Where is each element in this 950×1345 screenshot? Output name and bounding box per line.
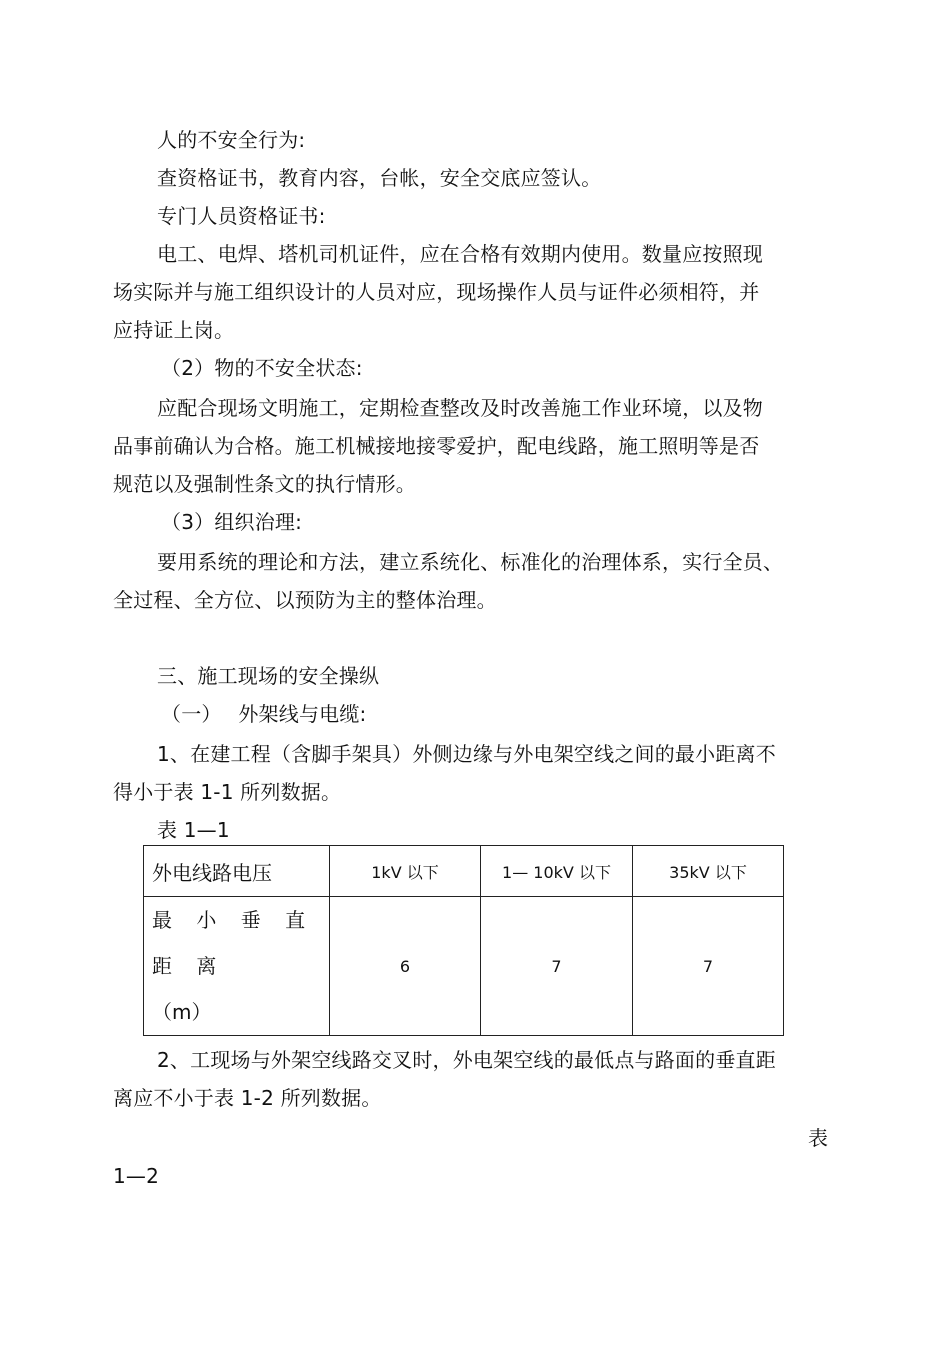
paragraph-line: 应持证上岗。 — [113, 318, 235, 342]
paragraph-line: 人的不安全行为: — [157, 128, 306, 152]
table-cell: 7 — [481, 897, 633, 1036]
table-caption: 表 — [808, 1126, 829, 1150]
table-caption: 1—2 — [113, 1164, 160, 1188]
paragraph-line: 电工、电焊、塔机司机证件，应在合格有效期内使用。数量应按照现 — [157, 242, 763, 266]
table-row-label-line: 最 小 垂 直 距 离 — [152, 908, 315, 978]
table-header-cell: 35kV 以下 — [633, 846, 784, 897]
table-header-cell: 1— 10kV 以下 — [481, 846, 633, 897]
paragraph-line: 得小于表 1-1 所列数据。 — [113, 780, 342, 804]
paragraph-line: 品事前确认为合格。施工机械接地接零爱护，配电线路，施工照明等是否 — [113, 434, 760, 458]
subsection-heading: （一） 外架线与电缆: — [161, 702, 367, 726]
paragraph-line: 专门人员资格证书: — [157, 204, 326, 228]
table-cell: 6 — [330, 897, 481, 1036]
paragraph-line: 1、在建工程（含脚手架具）外侧边缘与外电架空线之间的最小距离不 — [157, 742, 776, 766]
paragraph-line: 规范以及强制性条文的执行情形。 — [113, 472, 416, 496]
paragraph-line: 要用系统的理论和方法，建立系统化、标准化的治理体系，实行全员、 — [157, 550, 784, 574]
paragraph-line: 查资格证书，教育内容，台帐，安全交底应签认。 — [157, 166, 602, 190]
section-heading: （3）组织治理: — [161, 510, 303, 534]
paragraph-line: 离应不小于表 1-2 所列数据。 — [113, 1086, 382, 1110]
table-row-label-line: （m） — [152, 1000, 212, 1024]
table-header-row — [144, 846, 784, 897]
table-header-cell: 1kV 以下 — [330, 846, 481, 897]
table-header-cell: 外电线路电压 — [144, 846, 330, 897]
section-heading: 三、施工现场的安全操纵 — [157, 664, 380, 688]
table-1-1 — [143, 845, 784, 1036]
paragraph-line: 应配合现场文明施工，定期检查整改及时改善施工作业环境，以及物 — [157, 396, 763, 420]
table-cell: 7 — [633, 897, 784, 1036]
paragraph-line: 场实际并与施工组织设计的人员对应，现场操作人员与证件必须相符，并 — [113, 280, 760, 304]
table-row-label — [144, 897, 330, 1036]
table-row — [144, 897, 784, 1036]
paragraph-line: 全过程、全方位、以预防为主的整体治理。 — [113, 588, 497, 612]
paragraph-line: 2、工现场与外架空线路交叉时，外电架空线的最低点与路面的垂直距 — [157, 1048, 776, 1072]
section-heading: （2）物的不安全状态: — [161, 356, 363, 380]
table-caption: 表 1—1 — [157, 818, 230, 842]
